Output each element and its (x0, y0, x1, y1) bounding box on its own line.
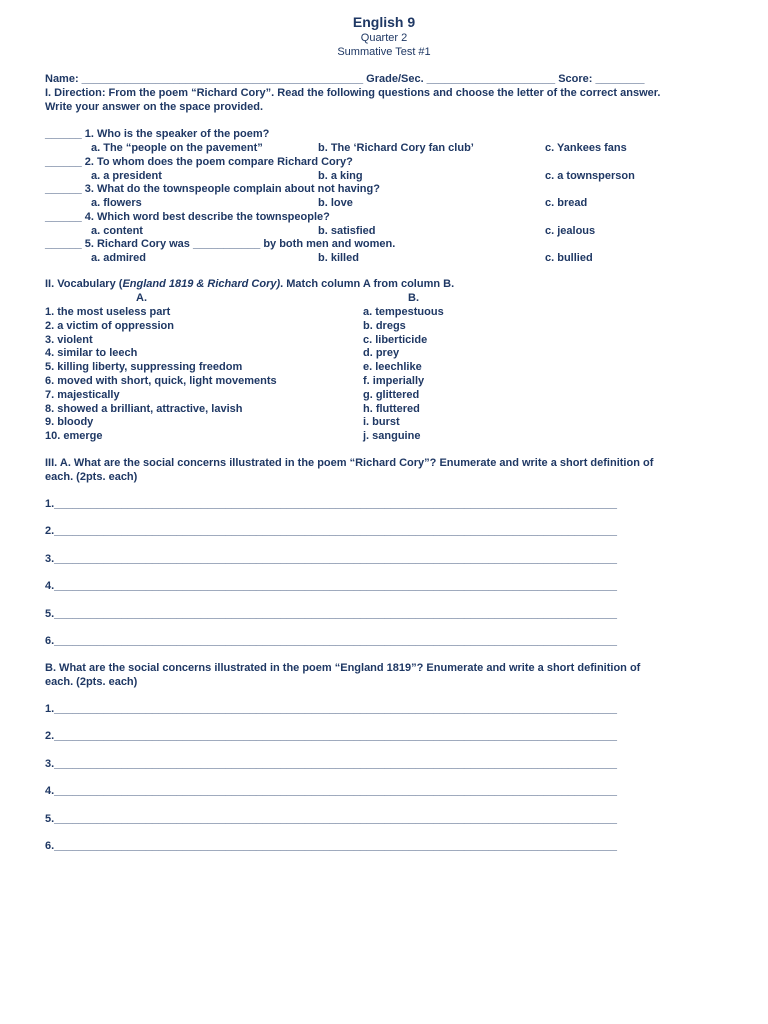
question-5-choice-a: a. admired (91, 252, 147, 264)
column-b-item: b. dregs (363, 319, 406, 332)
test-label: Summative Test #1 (337, 46, 431, 58)
column-b-item: h. fluttered (363, 402, 420, 415)
question-5-choice-c: c. bullied (545, 252, 593, 264)
question-2-choice-a: a. a president (91, 169, 162, 182)
question-4-choice-a: a. content (91, 224, 143, 237)
column-a-item: 7. majestically (45, 388, 120, 401)
answer-line-a-5[interactable]: 5.____________________________________________________________________________________________ (45, 607, 617, 620)
student-info-line: Name: ______________________________________________ Grade/Sec. _____________________ Score: ________ (45, 73, 645, 85)
part2-heading-italic: England 1819 & Richard Cory) (122, 278, 281, 290)
column-a-item: 6. moved with short, quick, light movements (45, 375, 277, 387)
answer-line-a-2[interactable]: 2.____________________________________________________________________________________________ (45, 525, 617, 538)
column-a-item: 4. similar to leech (45, 347, 138, 360)
question-4: ______ 4. Which word best describe the townspeople? (45, 210, 330, 223)
question-2-choice-b: b. a king (318, 169, 363, 182)
question-1-choice-a: a. The “people on the pavement” (91, 142, 263, 154)
part3a-question-cont: each. (2pts. each) (45, 471, 138, 483)
question-1-choice-c: c. Yankees fans (545, 142, 627, 154)
part2-heading-pre: II. Vocabulary ( (45, 278, 123, 290)
question-3-choice-a: a. flowers (91, 197, 142, 209)
answer-line-b-1[interactable]: 1.____________________________________________________________________________________________ (45, 703, 617, 715)
answer-line-a-6[interactable]: 6.____________________________________________________________________________________________ (45, 635, 617, 647)
column-a-item: 8. showed a brilliant, attractive, lavish (45, 402, 243, 415)
column-b-item: g. glittered (363, 388, 420, 401)
column-a-item: 1. the most useless part (45, 306, 171, 318)
question-2-choice-c: c. a townsperson (545, 169, 635, 182)
question-4-choice-b: b. satisfied (318, 224, 376, 237)
quarter-label: Quarter 2 (360, 32, 408, 44)
column-b-item: j. sanguine (363, 430, 421, 443)
column-a-item: 5. killing liberty, suppressing freedom (45, 361, 243, 374)
part1-direction: I. Direction: From the poem “Richard Cory”. Read the following questions and choose the letter of the correct answer. (45, 87, 661, 99)
answer-line-a-4[interactable]: 4.____________________________________________________________________________________________ (45, 580, 617, 593)
column-a-item: 10. emerge (45, 430, 103, 443)
question-5-choice-b: b. killed (318, 252, 359, 264)
question-3-choice-c: c. bread (545, 197, 588, 209)
column-b-item: i. burst (363, 416, 400, 429)
part3b-question-cont: each. (2pts. each) (45, 676, 138, 688)
column-a-item: 3. violent (45, 333, 93, 346)
column-b-item: e. leechlike (363, 361, 422, 374)
part1-direction-cont: Write your answer on the space provided. (45, 101, 264, 113)
column-b-item: a. tempestuous (363, 306, 444, 318)
answer-line-a-3[interactable]: 3.____________________________________________________________________________________________ (45, 552, 617, 565)
page-title: English 9 (352, 14, 416, 30)
part2-heading (45, 277, 454, 291)
column-b-item: f. imperially (363, 375, 425, 387)
question-1-choice-b: b. The ‘Richard Cory fan club’ (318, 142, 474, 154)
question-1: ______ 1. Who is the speaker of the poem? (45, 128, 270, 140)
answer-line-b-2[interactable]: 2.____________________________________________________________________________________________ (45, 730, 617, 743)
question-2: ______ 2. To whom does the poem compare Richard Cory? (45, 155, 353, 168)
part3b-question: B. What are the social concerns illustrated in the poem “England 1819”? Enumerate and write a short definition of (45, 662, 641, 674)
column-b-header: B. (408, 292, 419, 304)
question-5: ______ 5. Richard Cory was ___________ by both men and women. (45, 238, 396, 250)
answer-line-a-1[interactable]: 1.____________________________________________________________________________________________ (45, 498, 617, 510)
answer-line-b-3[interactable]: 3.____________________________________________________________________________________________ (45, 757, 617, 770)
answer-line-b-4[interactable]: 4.____________________________________________________________________________________________ (45, 785, 617, 798)
part3a-question: III. A. What are the social concerns illustrated in the poem “Richard Cory”? Enumerate and write a short definition of (45, 457, 654, 469)
column-b-item: c. liberticide (363, 333, 428, 346)
column-b-item: d. prey (363, 347, 400, 360)
part2-heading-post: . Match column A from column B. (280, 278, 455, 290)
answer-line-b-6[interactable]: 6.____________________________________________________________________________________________ (45, 840, 617, 852)
answer-line-b-5[interactable]: 5.____________________________________________________________________________________________ (45, 812, 617, 825)
question-3-choice-b: b. love (318, 197, 353, 209)
question-3: ______ 3. What do the townspeople complain about not having? (45, 183, 380, 195)
column-a-item: 2. a victim of oppression (45, 319, 174, 332)
column-a-header: A. (136, 292, 147, 304)
question-4-choice-c: c. jealous (545, 224, 596, 237)
column-a-item: 9. bloody (45, 416, 94, 429)
